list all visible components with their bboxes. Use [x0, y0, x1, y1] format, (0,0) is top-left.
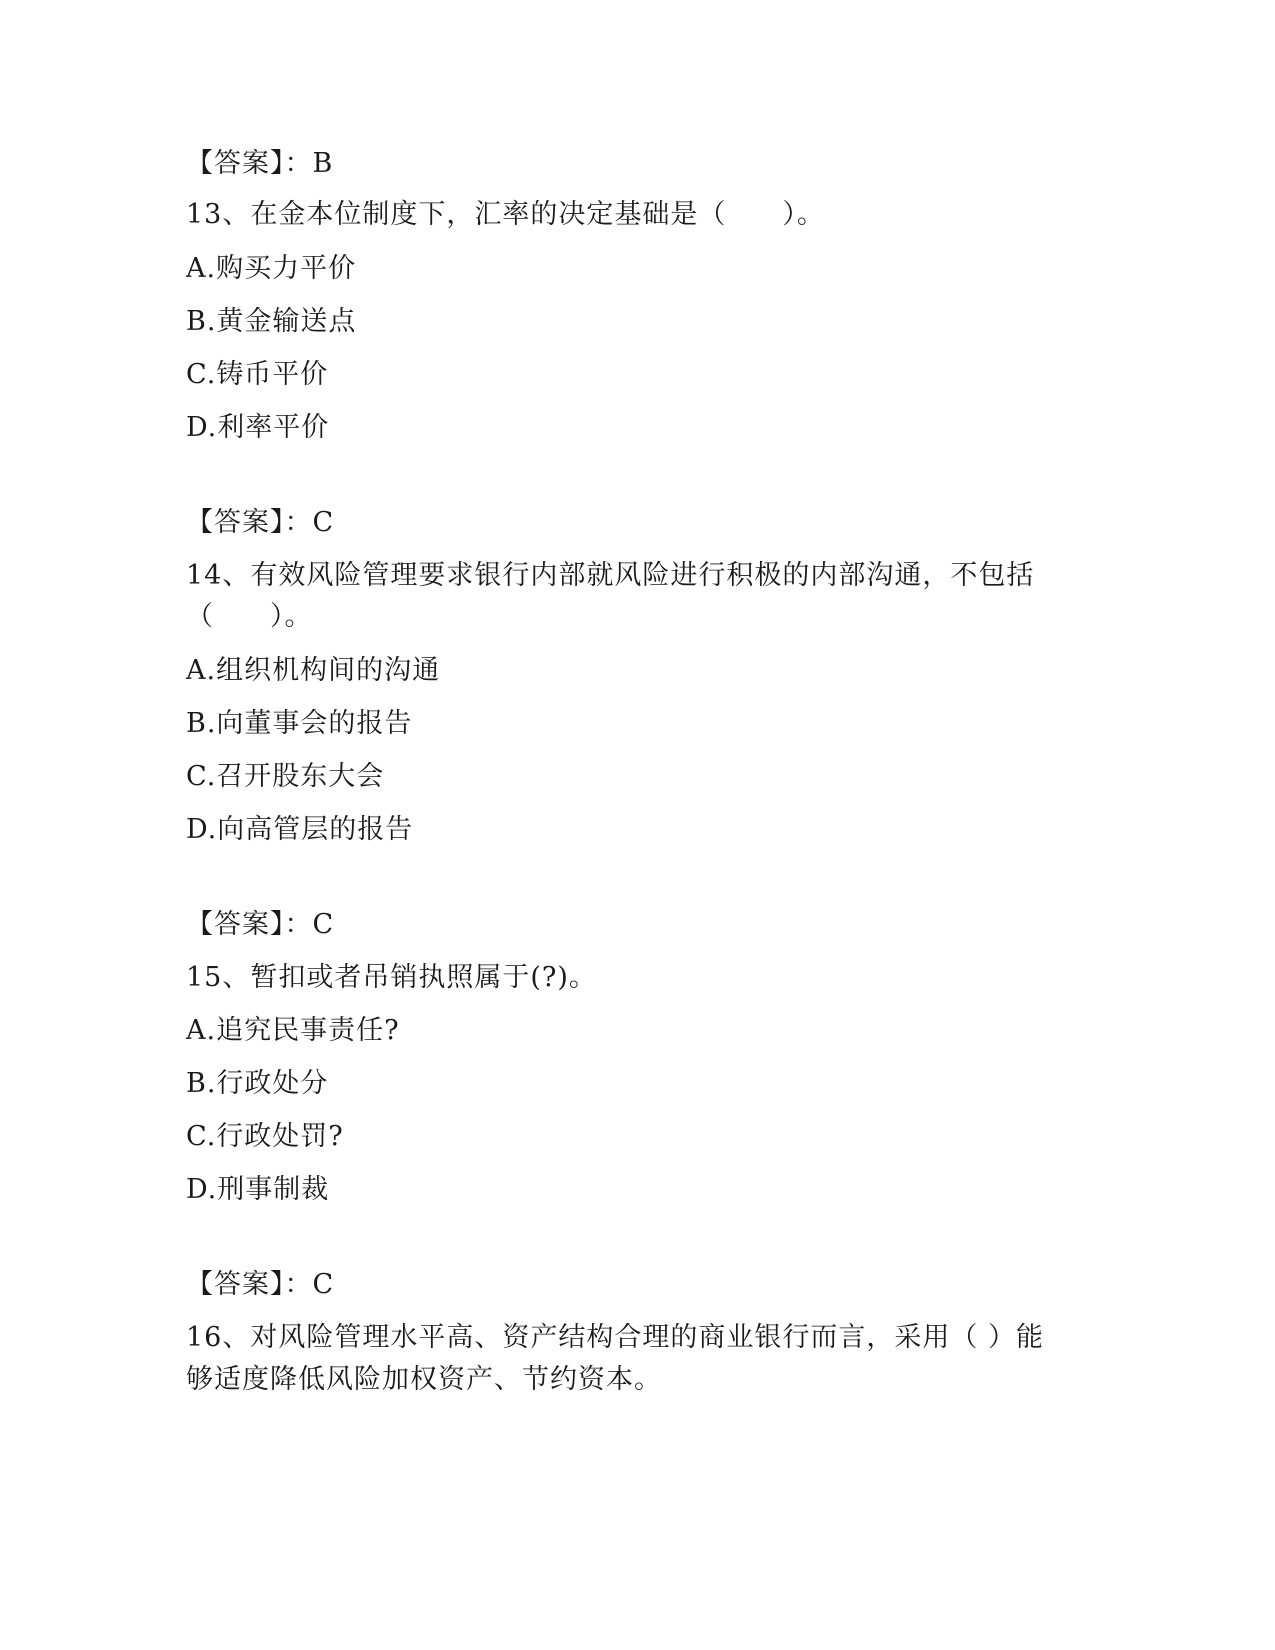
- option-14-b: B.向董事会的报告: [186, 708, 413, 739]
- option-14-a: A.组织机构间的沟通: [186, 655, 441, 686]
- option-14-c: C.召开股东大会: [186, 761, 385, 792]
- answer-line: 【答案】：B: [186, 148, 334, 179]
- option-15-d: D.刑事制裁: [186, 1174, 330, 1205]
- answer-line: 【答案】：C: [186, 1269, 335, 1300]
- question-14-continuation: （ ）。: [186, 601, 313, 632]
- question-14: 14、有效风险管理要求银行内部就风险进行积极的内部沟通，不包括: [186, 560, 1035, 591]
- option-13-d: D.利率平价: [186, 412, 330, 443]
- option-15-a: A.追究民事责任?: [186, 1015, 400, 1046]
- question-16: 16、对风险管理水平高、资产结构合理的商业银行而言，采用（ ）能: [186, 1322, 1044, 1353]
- answer-line: 【答案】：C: [186, 909, 335, 940]
- option-13-a: A.购买力平价: [186, 253, 357, 284]
- option-13-c: C.铸币平价: [186, 359, 329, 390]
- option-15-c: C.行政处罚?: [186, 1121, 344, 1152]
- question-13: 13、在金本位制度下，汇率的决定基础是（ ）。: [186, 199, 825, 230]
- option-15-b: B.行政处分: [186, 1068, 329, 1099]
- option-14-d: D.向高管层的报告: [186, 814, 414, 845]
- question-16-continuation: 够适度降低风险加权资产、节约资本。: [186, 1364, 662, 1395]
- question-15: 15、暂扣或者吊销执照属于(?)。: [186, 962, 597, 993]
- option-13-b: B.黄金输送点: [186, 306, 357, 337]
- answer-line: 【答案】：C: [186, 507, 335, 538]
